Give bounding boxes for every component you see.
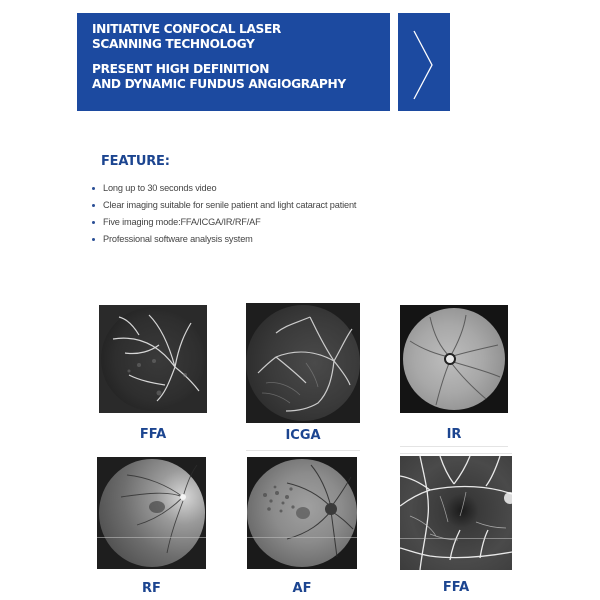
image-label: IR: [446, 427, 462, 442]
vessel-pattern: [400, 456, 512, 570]
next-arrow-button[interactable]: [398, 13, 450, 111]
image-label: AF: [292, 581, 312, 596]
vessel-pattern: [97, 457, 206, 569]
fundus-image-ffa-2: [400, 456, 512, 570]
image-tile-ir: [400, 305, 508, 442]
fundus-image-ffa: [99, 305, 207, 413]
fundus-image-rf: [97, 457, 206, 569]
image-label: RF: [142, 581, 161, 596]
chevron-right-icon: [398, 13, 450, 111]
image-tile-af: [247, 457, 357, 596]
image-label: ICGA: [285, 428, 321, 443]
vessel-pattern: [246, 303, 360, 423]
fundus-image-af: [247, 457, 357, 569]
vessel-pattern: [400, 305, 508, 413]
headline-line: SCANNING TECHNOLOGY: [92, 37, 255, 51]
headline-banner: [77, 13, 390, 111]
image-label: FFA: [139, 427, 167, 442]
image-label: FFA: [442, 580, 470, 595]
fundus-image-icga: [246, 303, 360, 423]
feature-item: Five imaging mode:FFA/ICGA/IR/RF/AF: [92, 214, 356, 231]
feature-heading: FEATURE:: [101, 154, 170, 169]
feature-item: Long up to 30 seconds video: [92, 180, 356, 197]
fundus-image-ir: [400, 305, 508, 413]
vessel-pattern: [247, 457, 357, 569]
headline-line: AND DYNAMIC FUNDUS ANGIOGRAPHY: [92, 77, 346, 91]
headline-line: INITIATIVE CONFOCAL LASER: [92, 22, 281, 36]
vessel-pattern: [99, 305, 207, 413]
image-tile-rf: [97, 457, 206, 596]
headline-line: PRESENT HIGH DEFINITION: [92, 62, 270, 76]
image-tile-icga: [246, 303, 360, 443]
image-tile-ffa-2: [400, 456, 512, 595]
feature-item: Professional software analysis system: [92, 231, 356, 248]
feature-item: Clear imaging suitable for senile patient and light cataract patient: [92, 197, 356, 214]
image-tile-ffa: [99, 305, 207, 442]
feature-list: [92, 180, 356, 248]
